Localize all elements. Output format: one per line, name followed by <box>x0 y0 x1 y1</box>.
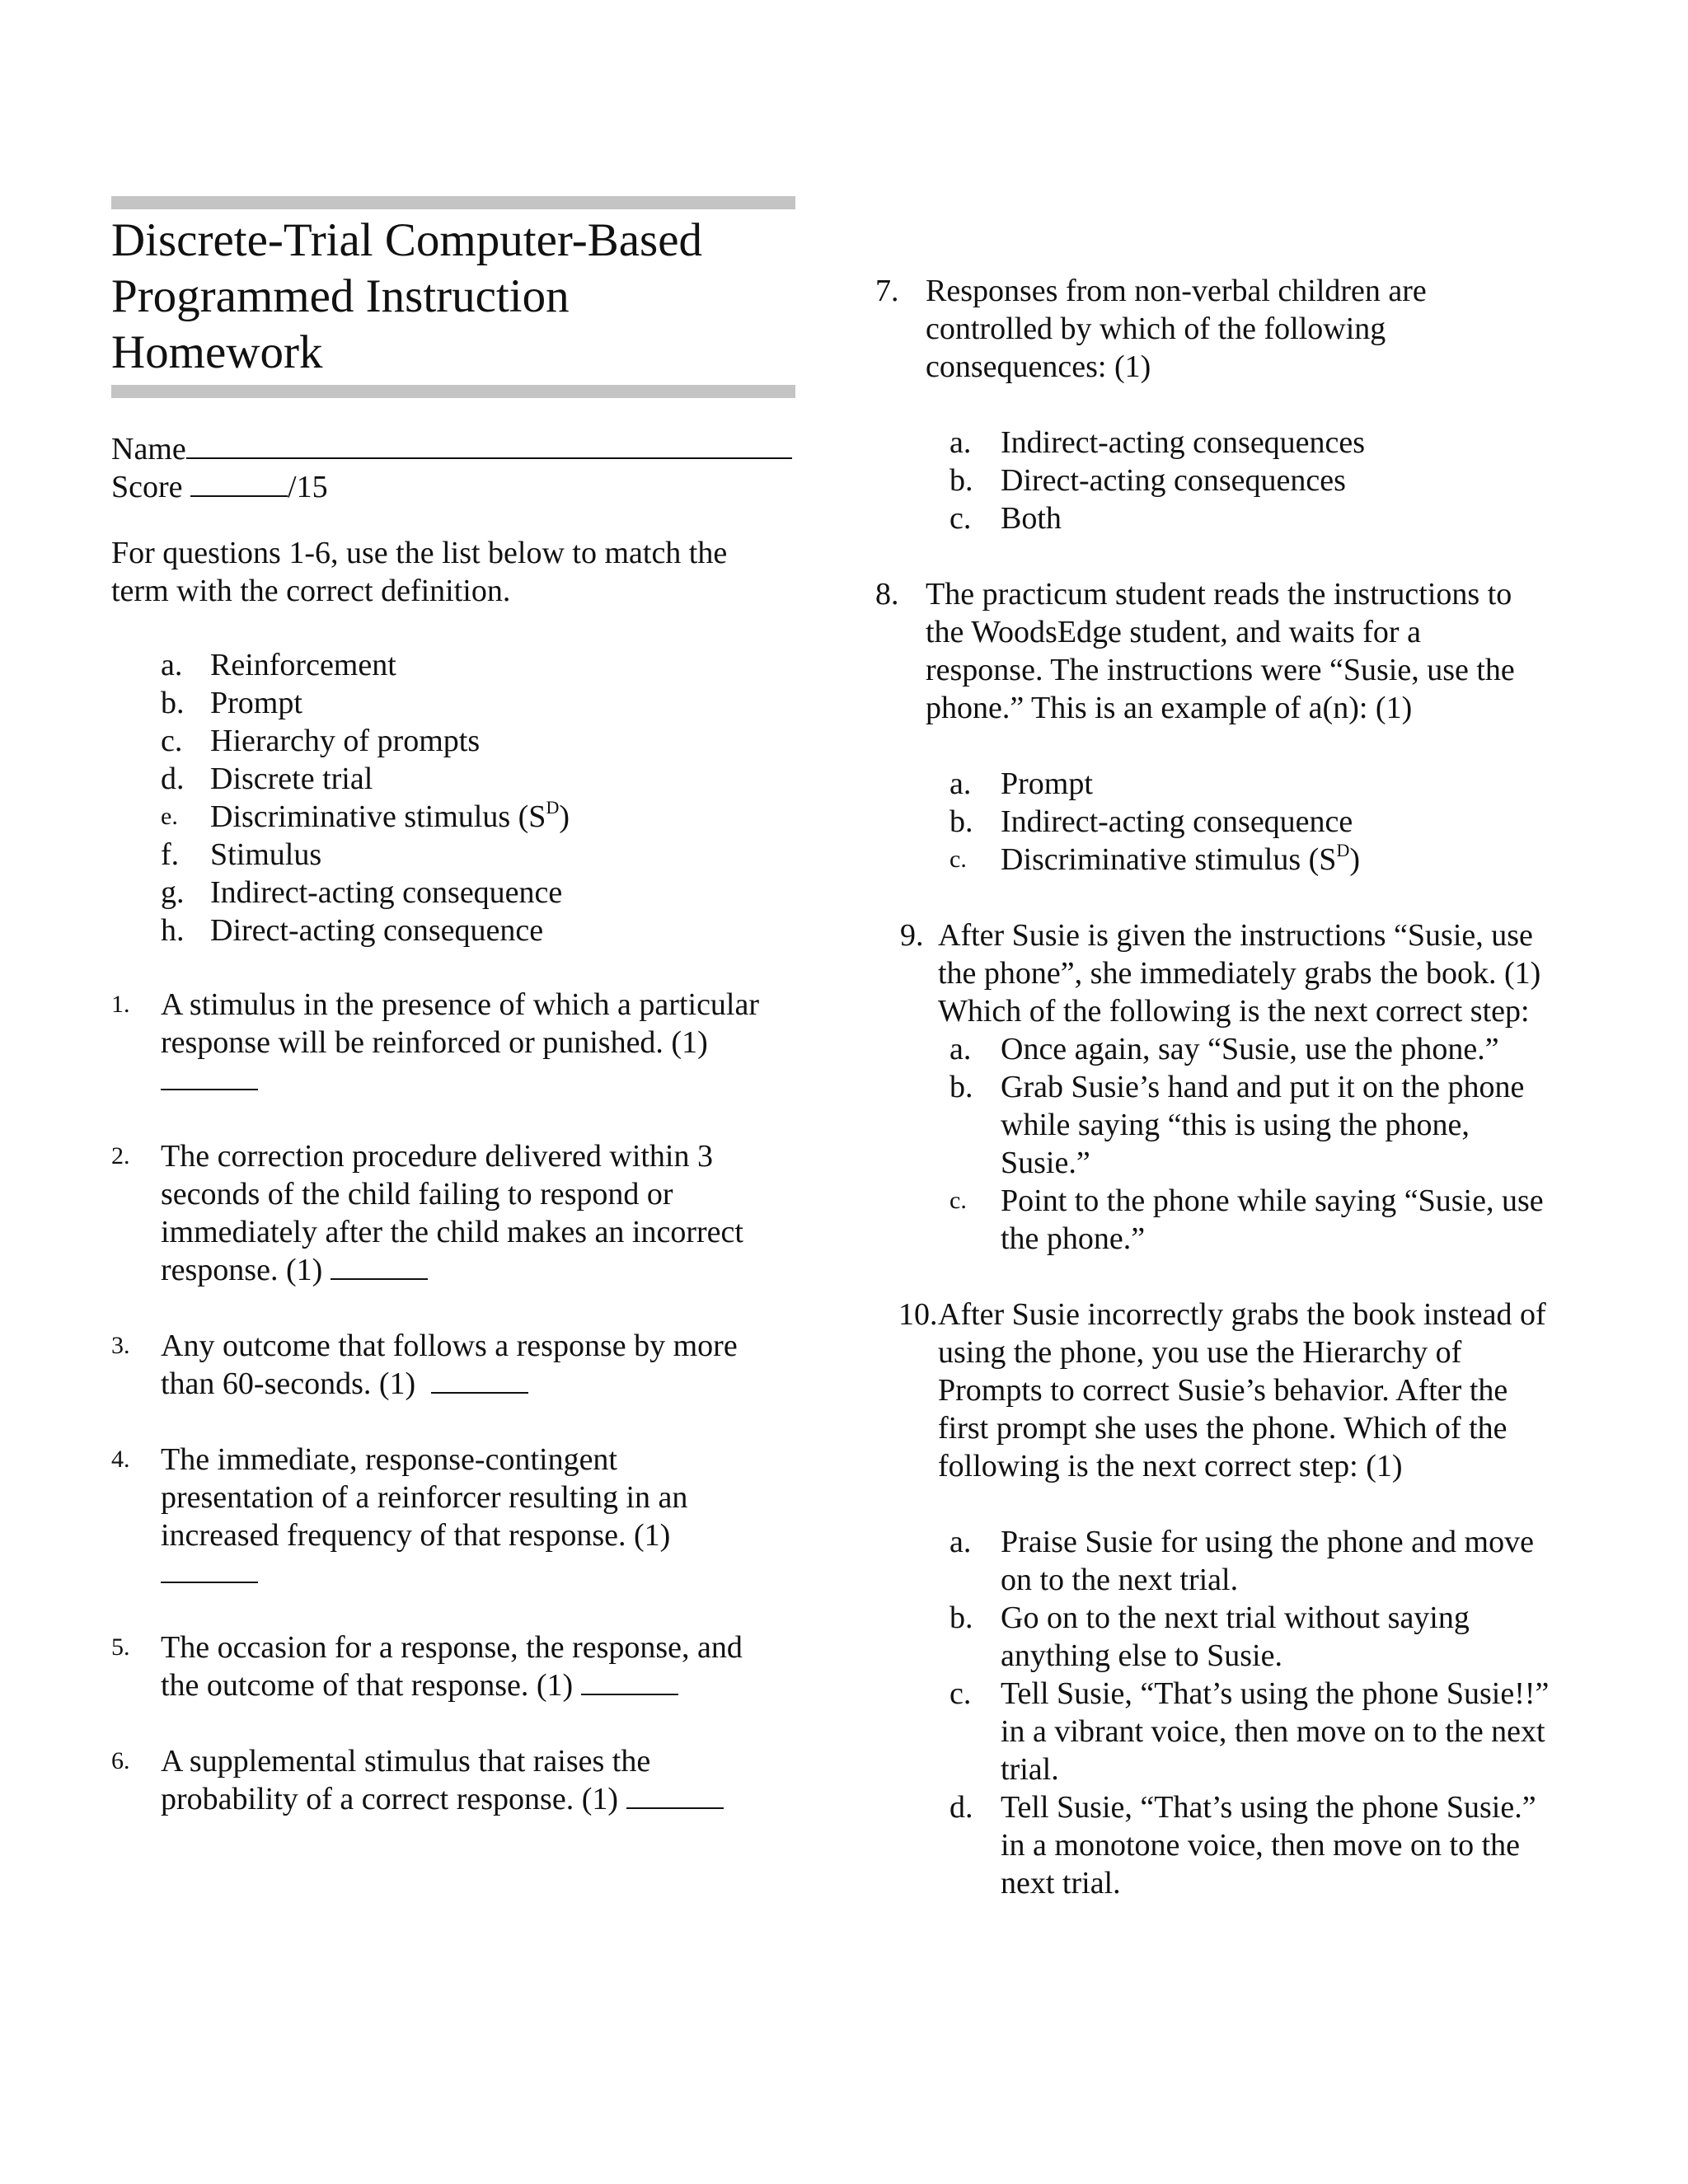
answer-option[interactable] <box>950 424 1601 462</box>
question-line: Prompts to correct Susie’s behavior. After the <box>938 1373 1508 1408</box>
option-text: in a vibrant voice, then move on to the next <box>1001 1714 1545 1749</box>
term-text: Discriminative stimulus (S <box>210 799 546 834</box>
top-divider <box>111 196 795 209</box>
question-9-options <box>950 1030 1601 1258</box>
question-line: presentation of a reinforcer resulting in an <box>161 1480 688 1515</box>
option-text: trial. <box>1001 1752 1059 1787</box>
answer-blank[interactable] <box>431 1367 528 1394</box>
name-input-line[interactable] <box>186 431 792 459</box>
answer-blank[interactable] <box>581 1669 678 1695</box>
score-input-line[interactable] <box>190 469 288 497</box>
answer-blank[interactable] <box>161 1557 258 1583</box>
term-item <box>161 798 787 836</box>
question-line: response will be reinforced or punished. (1) <box>161 1025 708 1060</box>
option-letter: c. <box>950 846 967 873</box>
question-line: than 60-seconds. (1) <box>161 1366 416 1401</box>
option-text: Point to the phone while saying “Susie, use <box>1001 1183 1544 1218</box>
question-10 <box>898 1296 1624 1485</box>
answer-blank[interactable] <box>331 1254 428 1280</box>
option-text: Praise Susie for using the phone and move <box>1001 1525 1534 1559</box>
score-total: /15 <box>288 470 328 504</box>
question-line: following is the next correct step: (1) <box>938 1449 1403 1483</box>
question-6 <box>111 1742 795 1818</box>
term-item <box>161 760 787 798</box>
answer-option[interactable] <box>950 462 1601 499</box>
option-text: Tell Susie, “That’s using the phone Susie.” <box>1001 1790 1536 1825</box>
question-line: controlled by which of the following <box>926 312 1386 346</box>
answer-option[interactable] <box>950 499 1601 537</box>
question-line: A supplemental stimulus that raises the <box>161 1744 651 1779</box>
question-line: After Susie is given the instructions “Susie, use <box>938 918 1533 953</box>
question-line: the phone”, she immediately grabs the book. (1) <box>938 956 1541 991</box>
name-label: Name <box>111 432 186 466</box>
question-number: 8. <box>875 577 899 612</box>
question-line: The occasion for a response, the response, and <box>161 1630 743 1665</box>
option-text: Once again, say “Susie, use the phone.” <box>1001 1032 1499 1066</box>
question-3 <box>111 1327 795 1403</box>
term-superscript: D <box>546 797 560 818</box>
term-letter: e. <box>161 803 178 830</box>
score-label: Score <box>111 470 183 504</box>
question-2 <box>111 1137 795 1289</box>
term-item <box>161 646 787 684</box>
option-text: on to the next trial. <box>1001 1563 1239 1597</box>
answer-blank[interactable] <box>626 1783 724 1809</box>
question-7-options <box>950 424 1601 537</box>
question-line: first prompt she uses the phone. Which of the <box>938 1411 1507 1446</box>
term-text: Hierarchy of prompts <box>210 724 481 758</box>
option-text: Discriminative stimulus (S <box>1001 842 1337 877</box>
term-item <box>161 722 787 760</box>
term-item <box>161 684 787 722</box>
option-text: in a monotone voice, then move on to the <box>1001 1828 1521 1863</box>
option-letter: b. <box>950 1601 973 1635</box>
option-letter: c. <box>950 1676 972 1711</box>
option-text: Tell Susie, “That’s using the phone Susie!!” <box>1001 1676 1550 1711</box>
answer-blank[interactable] <box>161 1064 258 1090</box>
question-8 <box>875 575 1601 727</box>
question-number: 4. <box>111 1446 130 1473</box>
question-line: the WoodsEdge student, and waits for a <box>926 615 1421 649</box>
title-line-2: Programmed Instruction <box>111 270 570 322</box>
option-letter: b. <box>950 804 973 839</box>
term-letter: a. <box>161 648 183 682</box>
question-8-options <box>950 765 1601 879</box>
question-line: probability of a correct response. (1) <box>161 1782 619 1816</box>
question-9 <box>900 916 1601 1030</box>
question-10-options <box>950 1523 1601 1902</box>
term-letter: h. <box>161 913 185 948</box>
option-text: while saying “this is using the phone, <box>1001 1108 1470 1142</box>
question-line: response. The instructions were “Susie, use the <box>926 653 1515 687</box>
question-4 <box>111 1441 795 1592</box>
option-letter: a. <box>950 1032 972 1066</box>
option-superscript: D <box>1336 840 1350 860</box>
question-line: phone.” This is an example of a(n): (1) <box>926 691 1413 725</box>
term-text: Direct-acting consequence <box>210 913 544 948</box>
question-line: the outcome of that response. (1) <box>161 1668 574 1703</box>
term-item <box>161 836 787 874</box>
term-letter: g. <box>161 875 185 910</box>
option-text: Prompt <box>1001 766 1093 801</box>
question-number: 1. <box>111 991 130 1018</box>
term-item <box>161 874 787 912</box>
question-line: using the phone, you use the Hierarchy of <box>938 1335 1462 1370</box>
option-text: Indirect-acting consequence <box>1001 804 1353 839</box>
question-number: 10. <box>898 1297 938 1332</box>
question-line: Which of the following is the next correct step: <box>938 994 1530 1029</box>
question-number: 6. <box>111 1747 130 1774</box>
option-text: Direct-acting consequences <box>1001 463 1346 498</box>
option-text: the phone.” <box>1001 1221 1146 1256</box>
answer-option[interactable] <box>950 841 1601 879</box>
question-7 <box>875 272 1601 386</box>
option-text: Go on to the next trial without saying <box>1001 1601 1470 1635</box>
question-line: response. (1) <box>161 1253 323 1287</box>
question-number: 7. <box>875 274 899 308</box>
term-text: Indirect-acting consequence <box>210 875 563 910</box>
title-line-3: Homework <box>111 326 323 378</box>
answer-option[interactable] <box>950 1599 1601 1675</box>
question-line: consequences: (1) <box>926 349 1151 384</box>
instructions-line-2: term with the correct definition. <box>111 574 511 608</box>
answer-option[interactable] <box>950 803 1601 841</box>
option-text: Susie.” <box>1001 1146 1090 1180</box>
option-letter: a. <box>950 766 972 801</box>
answer-option[interactable] <box>950 1675 1601 1788</box>
term-letter: f. <box>161 837 180 872</box>
term-text: Stimulus <box>210 837 322 872</box>
option-text: Indirect-acting consequences <box>1001 425 1366 460</box>
title-line-1: Discrete-Trial Computer-Based <box>111 214 703 266</box>
term-letter: b. <box>161 686 185 720</box>
instructions-line-1: For questions 1-6, use the list below to match the <box>111 536 728 570</box>
option-text: Both <box>1001 501 1062 536</box>
answer-option[interactable] <box>950 765 1601 803</box>
term-letter: c. <box>161 724 183 758</box>
question-line: The correction procedure delivered within 3 <box>161 1139 713 1174</box>
page-title <box>111 213 795 381</box>
option-text: anything else to Susie. <box>1001 1638 1282 1673</box>
term-letter: d. <box>161 762 185 796</box>
option-letter: b. <box>950 463 973 498</box>
term-list <box>161 646 787 949</box>
bottom-divider <box>111 385 795 398</box>
question-number: 5. <box>111 1633 130 1661</box>
option-text: next trial. <box>1001 1866 1121 1900</box>
question-5 <box>111 1629 795 1704</box>
question-line: After Susie incorrectly grabs the book instead of <box>938 1297 1546 1332</box>
option-letter: a. <box>950 425 972 460</box>
question-number: 2. <box>111 1142 130 1169</box>
option-letter: c. <box>950 1187 967 1214</box>
answer-option[interactable] <box>950 1030 1601 1068</box>
term-text: Prompt <box>210 686 302 720</box>
option-text: Grab Susie’s hand and put it on the phone <box>1001 1070 1525 1104</box>
answer-option[interactable] <box>950 1523 1601 1599</box>
option-letter: a. <box>950 1525 972 1559</box>
question-line: Any outcome that follows a response by more <box>161 1329 738 1363</box>
option-text-close: ) <box>1349 842 1360 877</box>
question-line: The practicum student reads the instructions to <box>926 577 1512 612</box>
question-number: 3. <box>111 1332 130 1359</box>
term-text-close: ) <box>559 799 570 834</box>
option-letter: d. <box>950 1790 973 1825</box>
option-letter: b. <box>950 1070 973 1104</box>
question-number: 9. <box>900 918 924 953</box>
question-line: A stimulus in the presence of which a particular <box>161 987 760 1022</box>
option-letter: c. <box>950 501 972 536</box>
question-1 <box>111 986 795 1099</box>
answer-option[interactable] <box>950 1788 1601 1902</box>
term-item <box>161 912 787 949</box>
question-line: Responses from non-verbal children are <box>926 274 1427 308</box>
term-text: Discrete trial <box>210 762 373 796</box>
question-line: seconds of the child failing to respond or <box>161 1177 673 1212</box>
instructions <box>111 534 795 610</box>
question-line: The immediate, response-contingent <box>161 1442 617 1477</box>
term-text: Reinforcement <box>210 648 396 682</box>
question-line: immediately after the child makes an incorrect <box>161 1215 743 1249</box>
answer-option[interactable] <box>950 1182 1601 1258</box>
name-field <box>111 430 792 468</box>
question-line: increased frequency of that response. (1) <box>161 1518 671 1553</box>
score-field <box>111 468 328 506</box>
answer-option[interactable] <box>950 1068 1601 1182</box>
